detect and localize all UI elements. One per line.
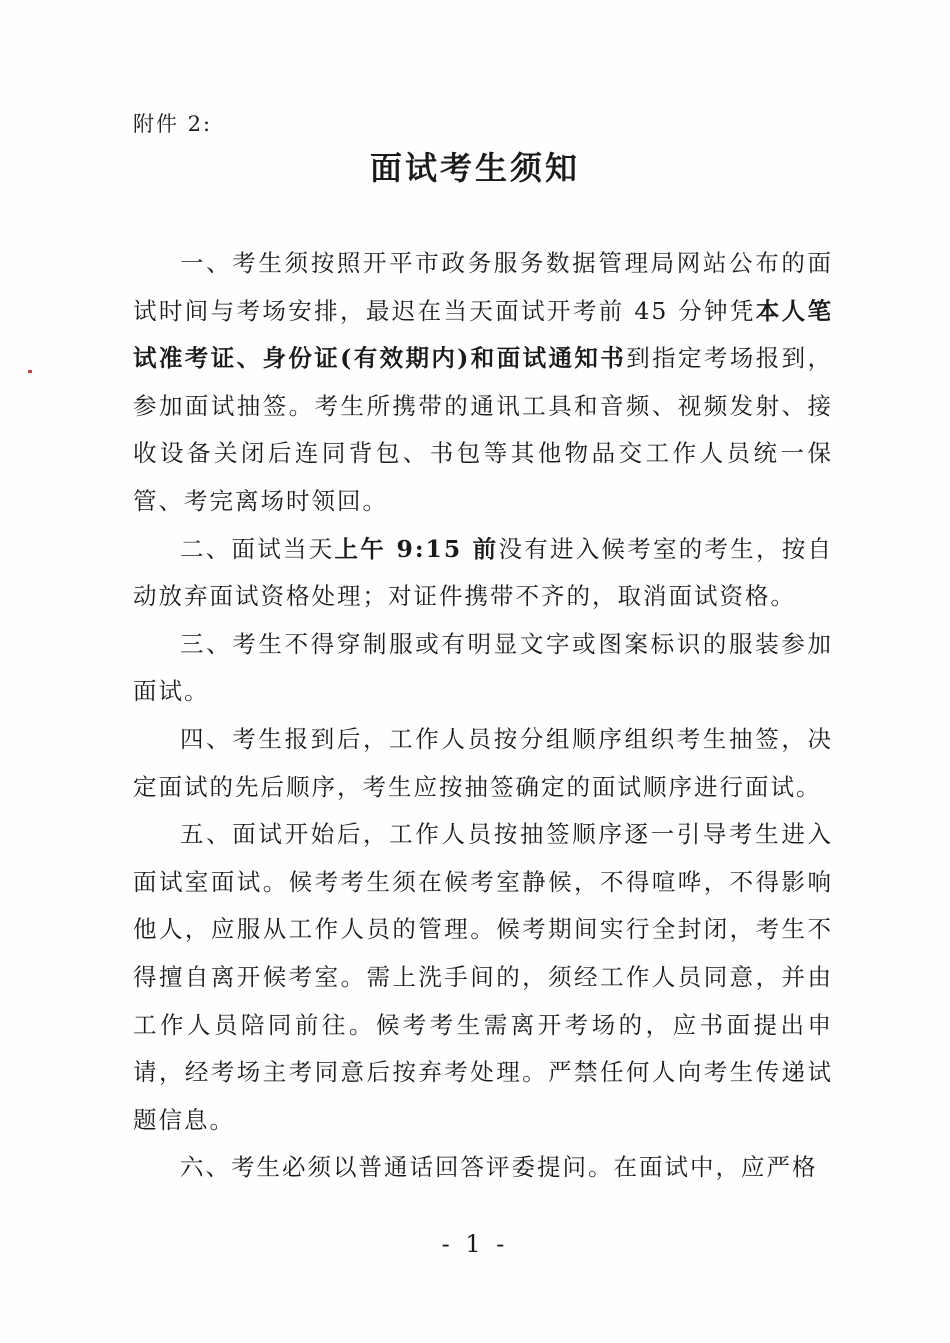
red-ink-mark xyxy=(28,370,32,373)
paragraph-2-segment-3: 没有进入候考室的考生，按自动放弃面试资格处理；对证件携带不齐的，取消面试资格。 xyxy=(133,534,834,611)
paragraph-6 xyxy=(133,1144,833,1192)
paragraph-2-bold-segment: 上午 9:15 前 xyxy=(334,534,499,563)
paragraph-4 xyxy=(133,716,833,811)
paragraph-1 xyxy=(133,240,833,526)
document-body xyxy=(133,240,833,1192)
paragraph-1-bold-segment: 本人笔试准考证、身份证(有效期内)和面试通知书 xyxy=(133,296,834,373)
page-title: 面试考生须知 xyxy=(369,149,580,187)
paragraph-1-segment-3: 到指定考场报到，参加面试抽签。考生所携带的通讯工具和音频、视频发射、接收设备关闭后连同背包、书包等其他物品交工作人员统一保管、考完离场时领回。 xyxy=(133,344,833,515)
paragraph-5-text: 五、面试开始后，工作人员按抽签顺序逐一引导考生进入面试室面试。候考考生须在候考室静候，不得喧哗，不得影响他人，应服从工作人员的管理。候考期间实行全封闭，考生不得擅自离开候考室。需上洗手间的，须经工作人员同意，并由工作人员陪同前往。候考考生需离开考场的，应书面提出申请，经考场主考同意后按弃考处理。严禁任何人向考生传递试题信息。 xyxy=(133,820,833,1134)
attachment-label: 附件 2: xyxy=(133,112,213,136)
paragraph-2 xyxy=(133,526,833,621)
paragraph-2-segment-1: 二、面试当天 xyxy=(180,534,335,563)
paragraph-3-text: 三、考生不得穿制服或有明显文字或图案标识的服装参加面试。 xyxy=(133,629,833,706)
paragraph-3 xyxy=(133,621,833,716)
page-number: - 1 - xyxy=(441,1230,509,1258)
paragraph-1-segment-1: 一、考生须按照开平市政务服务数据管理局网站公布的面试时间与考场安排，最迟在当天面试开考前 45 分钟凭 xyxy=(133,249,833,325)
paragraph-4-text: 四、考生报到后，工作人员按分组顺序组织考生抽签，决定面试的先后顺序，考生应按抽签确定的面试顺序进行面试。 xyxy=(133,724,833,801)
paragraph-6-text: 六、考生必须以普通话回答评委提问。在面试中，应严格 xyxy=(180,1153,818,1182)
paragraph-5 xyxy=(133,811,833,1144)
